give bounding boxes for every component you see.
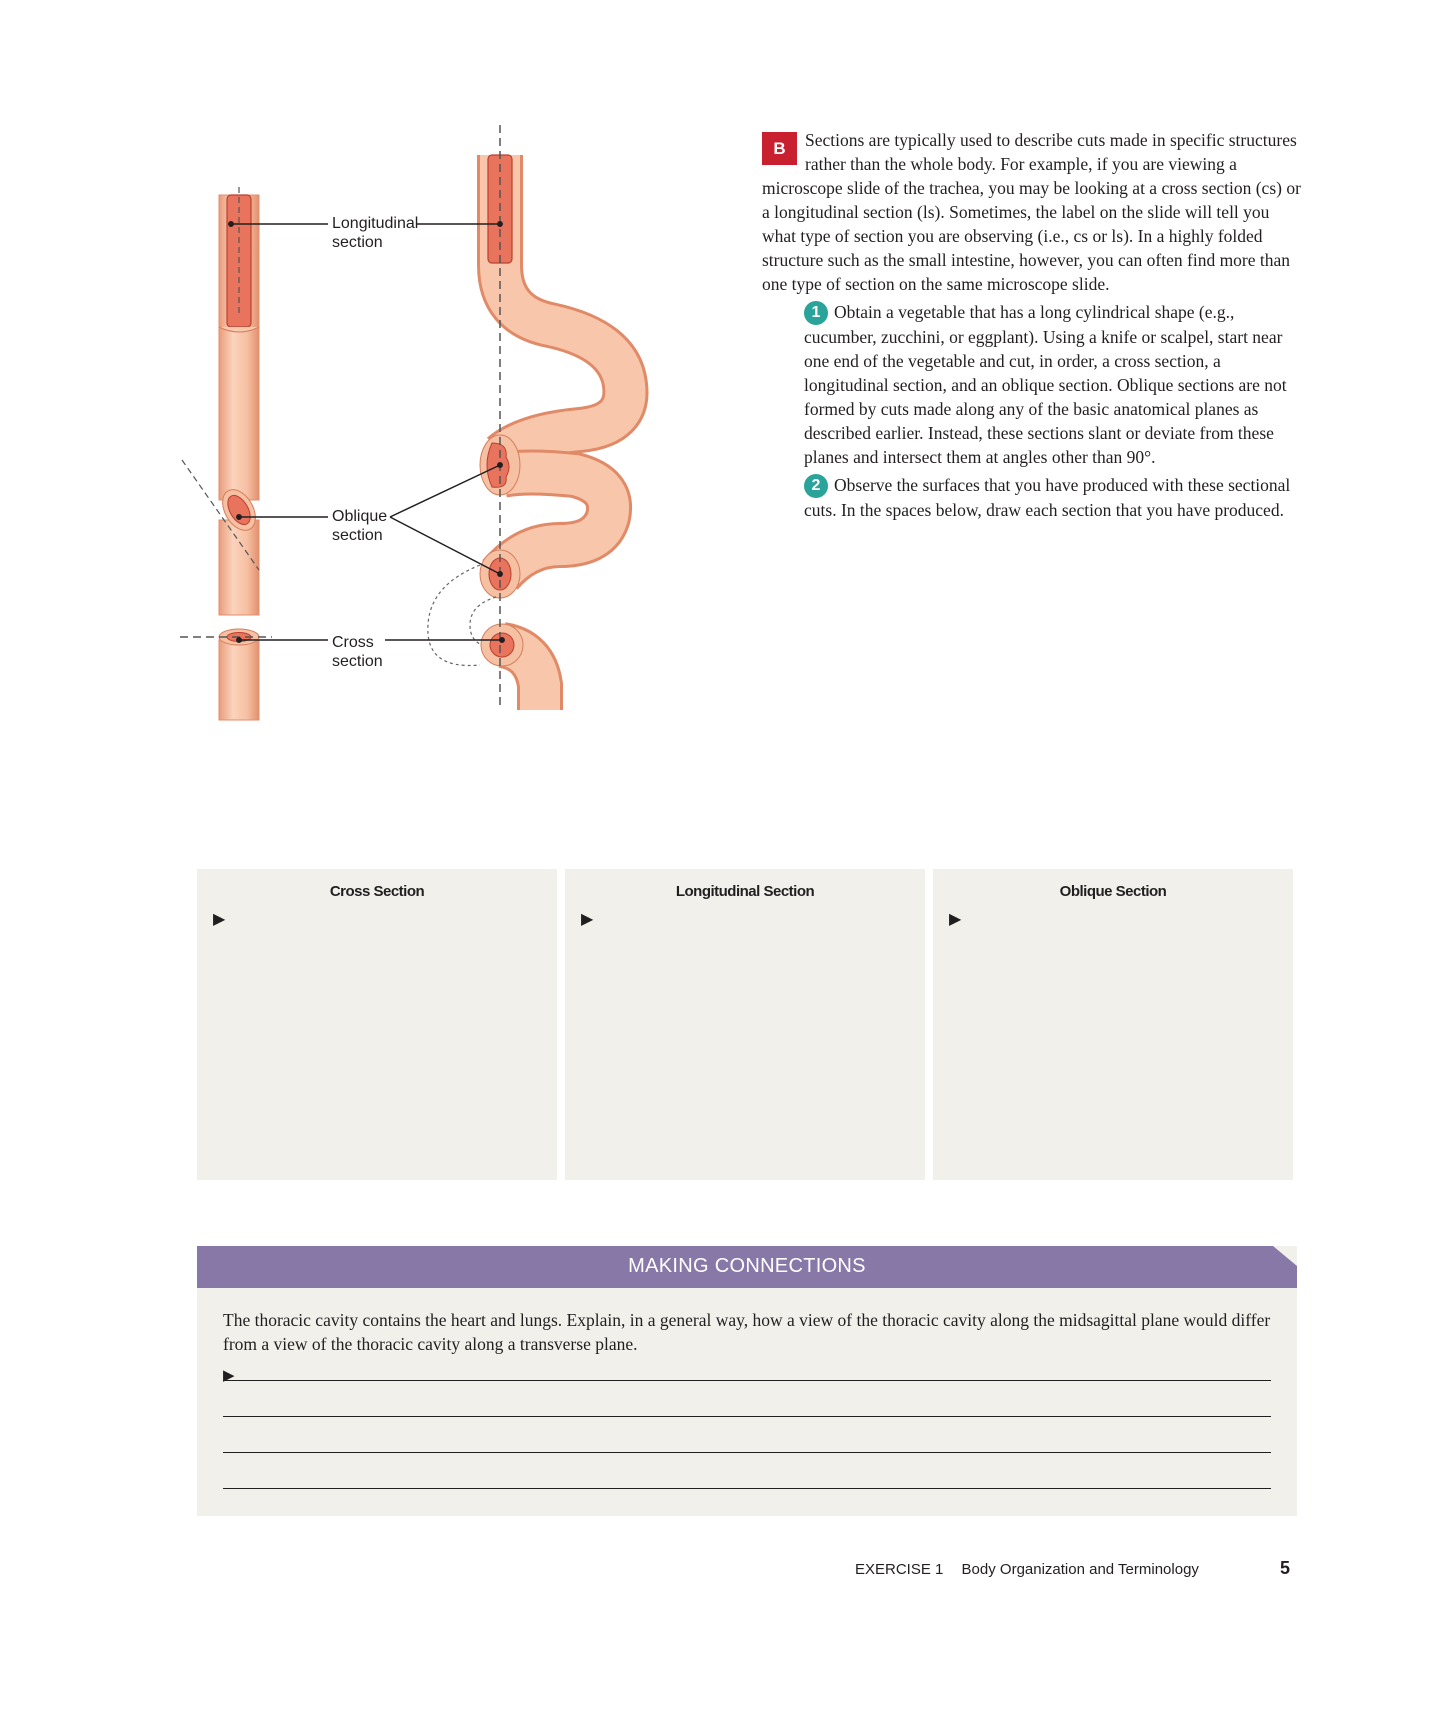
page-number: 5 [1280, 1558, 1291, 1578]
folded-tube [428, 125, 626, 710]
box-title-longitudinal: Longitudinal Section [675, 883, 815, 900]
activity-badge: B [762, 132, 797, 165]
answer-line-3[interactable] [223, 1452, 1271, 1453]
footer-exercise: EXERCISE 1 [855, 1561, 944, 1578]
box-title-oblique: Oblique Section [1059, 883, 1167, 900]
making-connections-panel [197, 1246, 1297, 1516]
making-connections-prompt: The thoracic cavity contains the heart and lungs. Explain, in a general way, how a view of the thoracic cavity along the midsagittal plane would differ from a view of the thoracic cavity along a transverse plane. [223, 1310, 1271, 1354]
longitudinal-section-drawing-box[interactable] [565, 869, 925, 1180]
footer-title: Body Organization and Terminology [961, 1561, 1199, 1578]
answer-line-1[interactable] [223, 1380, 1271, 1381]
activity-step-2 [804, 473, 1302, 522]
arrow-icon: ▶ [949, 911, 962, 928]
label-cross-section: Cross section [332, 634, 383, 670]
page-footer [855, 1561, 1199, 1578]
label-oblique-section: Oblique section [332, 508, 388, 544]
sections-illustration [180, 125, 780, 795]
making-connections-title: MAKING CONNECTIONS [628, 1255, 866, 1277]
activity-step-1 [804, 300, 1302, 469]
step-number-1: 1 [804, 301, 828, 325]
arrow-icon: ▶ [581, 911, 594, 928]
leader-lines [229, 222, 504, 642]
answer-line-2[interactable] [223, 1416, 1271, 1417]
arrow-icon: ▶ [213, 911, 226, 928]
label-longitudinal-section: Longitudinal section [332, 215, 419, 251]
arrow-icon: ▶ [223, 1368, 235, 1384]
step-number-2: 2 [804, 474, 828, 498]
oblique-section-drawing-box[interactable] [933, 869, 1293, 1180]
box-title-cross: Cross Section [329, 883, 425, 900]
activity-b [762, 128, 1302, 522]
making-connections-header [197, 1246, 1297, 1288]
activity-intro [762, 128, 1302, 296]
drawing-boxes [197, 869, 1297, 1180]
step-text-1: Obtain a vegetable that has a long cylindrical shape (e.g., cucumber, zucchini, or eggplant). Using a knife or scalpel, start near one end of the vegetable and cut, in order, a cross section, a longitudinal section, and an oblique section. Oblique sections are not formed by cuts made along any of the basic anatomical planes as described earlier. Instead, these sections slant or deviate from these planes and intersect them at angles other than 90°. [804, 302, 1287, 467]
cross-section-drawing-box[interactable] [197, 869, 557, 1180]
answer-line-4[interactable] [223, 1488, 1271, 1489]
activity-intro-text: Sections are typically used to describe cuts made in specific structures rather than the whole body. For example, if you are viewing a microscope slide of the trachea, you may be looking at a cross section (cs) or a longitudinal section (ls). Sometimes, the label on the slide will tell you what type of section you are observing (i.e., cs or ls). In a highly folded structure such as the small intestine, however, you can often find more than one type of section on the same microscope slide. [762, 130, 1301, 294]
sections-figure [180, 125, 780, 795]
step-text-2: Observe the surfaces that you have produced with these sectional cuts. In the spaces below, draw each section that you have produced. [804, 475, 1291, 520]
